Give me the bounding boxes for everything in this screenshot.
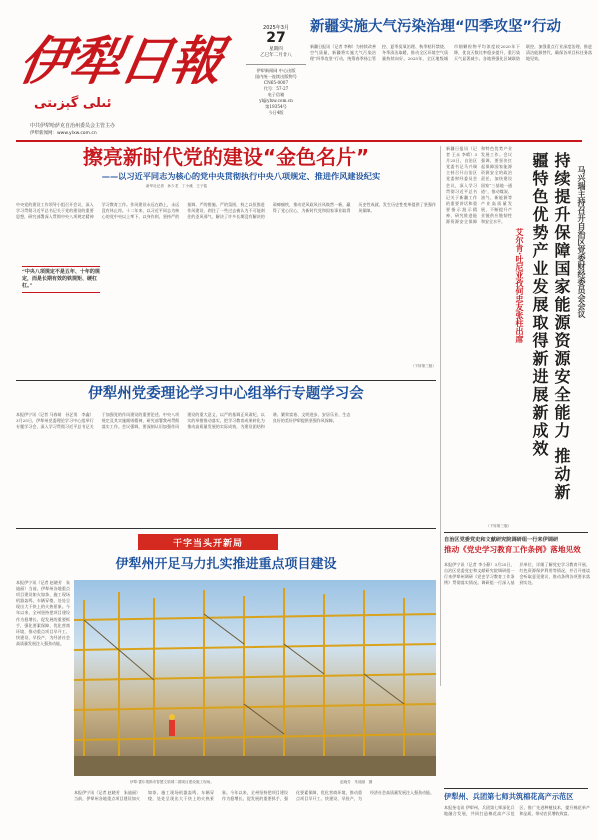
- date-year-month: 2025年3月: [263, 25, 289, 31]
- date-block: [246, 24, 306, 116]
- lead-story: [16, 144, 436, 376]
- pullquote-text: “中央八项规定不是五年、十年的规定，而是长期有效的铁规矩、硬杠杠。”: [22, 269, 100, 289]
- date-weekday: 星期四: [269, 47, 283, 52]
- divider: [16, 140, 582, 142]
- date-lunar: 乙巳年二月廿八: [260, 53, 292, 58]
- top-story-text: 新疆日报讯（记者 李梅）为持续改善空气质量，新疆将实施大气污染治理“四季攻坚”行动，统筹春季扬尘管控、夏季臭氧治理、秋季秸秆禁烧、冬季清洁取暖，推动全区环境空气质量持续向好。2025年，全区地级城市细颗粒物平均浓度较2020年下降，优良天数比率稳步提升，重污染天气显著减少。各地将强化区域联防联控，加强重点行业深度治理，推进清洁能源替代，确保各项目标任务落地见效。: [310, 44, 592, 62]
- feature-photo: [74, 580, 436, 776]
- scaffolding-illustration: [74, 580, 436, 776]
- study-text: 本报伊宁讯（记者 马春萌 孙艺男 李鑫）3月25日，伊犁州党委理论学习中心组举行专题学习会，深入学习贯彻习近平总书记关于加强党的作风建设的重要论述、中央八项规定及其实施细则精神，研究部署我州贯彻落实工作。会议强调，要深刻认识加强作风建设的重大意义，以严的基调正风肃纪，以实的举措推动落实，把学习教育成果转化为推动高质量发展的实际成效，为建设团结和谐、繁荣富裕、文明进步、安居乐业、生态良好的美好伊犁提供坚强作风保障。: [16, 412, 351, 430]
- photo-caption: 伊犁·霍尔果斯市智慧文旅城二期项目建设施工现场。: [130, 780, 214, 784]
- divider: [444, 532, 588, 533]
- right-mid-title: 推动《党史学习教育工作条例》落地见效: [444, 545, 581, 554]
- feature-title: 伊犁州开足马力扎实推进重点项目建设: [115, 557, 337, 572]
- top-story-title: 新疆实施大气污染治理“四季攻坚”行动: [310, 19, 562, 35]
- feature-text: 本报伊宁讯（记者 赵晓芳 朱迪丽）当前，伊犁州各地重点项目建设如火如荼，施工现场机器轰鸣、车辆穿梭，处处呈现出大干快上的火热景象。今年以来，全州坚持把项目建设作为稳增长、促发展的重要抓手，强化要素保障，优化营商环境，推动重点项目早开工、快建设、早投产，为经济社会高质量发展注入强劲动能。: [16, 580, 70, 646]
- study-story: [16, 384, 436, 524]
- lead-byline: 新华社记者 孙少龙 丁小溪 王子铭: [146, 184, 208, 188]
- masthead-info-line: 电子信箱: [267, 92, 285, 97]
- right-bottom-text: 本报奎屯讯 伊犁州、兵团第七师深化兵地融合发展，共同打造棉花高产示范区，推广先进种植技术，提升棉花单产和品质，带动农民增收致富。: [444, 805, 590, 817]
- feature-text-continued: 本报伊宁讯（记者 赵晓芳 朱迪丽）当前，伊犁州各地重点项目建设如火如荼，施工现场机器轰鸣、车辆穿梭，处处呈现出大干快上的火热景象。今年以来，全州坚持把项目建设作为稳增长、促发展的重要抓手，强化要素保障，优化营商环境，推动重点项目早开工、快建设、早投产，为经济社会高质量发展注入强劲动能。: [74, 790, 434, 802]
- feature-banner: [138, 534, 278, 550]
- masthead-info-line: 国内统一连续出版物号: [255, 74, 297, 79]
- photo-credit: 赵晓芳 朱迪丽 摄: [340, 780, 373, 784]
- sidebar-title: 持续提升保障国家能源资源安全能力 推动新疆特色优势产业发展取得新进展新成效: [530, 152, 571, 502]
- sidebar-story: [446, 146, 586, 528]
- masthead-org: 中共伊犁哈萨克自治州委员会主管主办: [30, 123, 116, 129]
- lead-text: 中央党的建设工作领导小组召开会议，深入学习贯彻习近平总书记关于党的建设的重要思想，研究部署深入贯彻中央八项规定精神学习教育工作。作风建设永远在路上，永远没有休止符。十二年来，以习近平同志为核心的党中央以上率下、以身作则，坚持严的基调、严的措施、严的氛围，持之以恒推进作风建设，刹住了一些过去被认为不可能刹住的歪风邪气，解决了许多长期没有解决的顽瘴痼疾，推动党风政风社风焕然一新，赢得了党心民心，为新时代党和国家事业取得历史性成就、发生历史性变革提供了坚强作风保障。: [16, 202, 436, 220]
- lead-subtitle: ——以习近平同志为核心的党中央贯彻执行中央八项规定、推进作风建设纪实: [101, 171, 381, 181]
- masthead: [14, 14, 308, 136]
- masthead-web: 伊犁新闻网：www.ylxw.com.cn: [30, 131, 97, 136]
- masthead-info-line: 伊犁新闻网 中心出版: [256, 68, 296, 73]
- masthead-info-line: 今日4版: [268, 110, 284, 115]
- date-day: 27: [266, 30, 286, 46]
- top-story: [310, 18, 592, 136]
- divider: [16, 380, 436, 381]
- masthead-uyghur: ئىلى گېزىتى: [34, 96, 112, 111]
- sidebar-byline: 艾尔肯·吐尼亚孜何忠友张柱出席: [515, 228, 524, 344]
- masthead-info-line: CN65-0007: [263, 80, 289, 85]
- banner-label: 干字当头开新局: [172, 538, 243, 549]
- column-divider: [440, 146, 441, 686]
- sidebar-text: 新疆日报讯（记者 王永 李晴）3月25日，自治区党委书记马兴瑞主持召开自治区党委财经委员会会议，深入学习贯彻习近平总书记关于新疆工作的重要讲话和重要指示批示精神，研究推进能源资源安全保障和特色优势产业发展工作。会议强调，要坚决扛起保障国家能源资源安全的政治责任，加快建设国家“三基地一通道”，推动煤炭、油气、新能源等产业高质量发展，不断提升产业链供应链韧性和安全水平。: [446, 146, 512, 225]
- masthead-info-line: yl@ylxw.com.cn: [259, 98, 293, 103]
- divider: [444, 788, 588, 789]
- lead-title: 擦亮新时代党的建设“金色名片”: [82, 145, 370, 169]
- masthead-info: [246, 64, 306, 116]
- right-bottom-story: [444, 792, 590, 836]
- sidebar-continued: （下转第三版）: [486, 524, 512, 528]
- masthead-info-line: 代号：57-27: [263, 86, 289, 91]
- right-mid-kicker: 自治区党委党史和文献研究院调研组一行来伊调研: [444, 537, 559, 543]
- sidebar-kicker: 马兴瑞主持召开自治区党委财经委员会会议: [577, 166, 586, 318]
- study-title: 伊犁州党委理论学习中心组举行专题学习会: [88, 386, 364, 402]
- masthead-info-line: 第19354号: [265, 104, 287, 109]
- masthead-logo: 伊犁日報: [14, 31, 226, 92]
- right-bottom-title: 伊犁州、兵团第七师共筑棉花高产示范区: [444, 792, 574, 801]
- right-mid-text: 本报伊宁讯（记者 李小静）3月25日，自治区党委党史和文献研究院调研组一行来伊犁州调研《党史学习教育工作条例》贯彻落实情况。调研组一行深入基层单位，详细了解党史学习教育开展、红色资源保护利用等情况，并召开座谈会听取意见建议，推动条例各项要求落到实处。: [444, 562, 590, 586]
- lead-continued: （下转第三版）: [410, 364, 436, 368]
- divider: [16, 528, 436, 529]
- right-mid-story: [444, 536, 590, 786]
